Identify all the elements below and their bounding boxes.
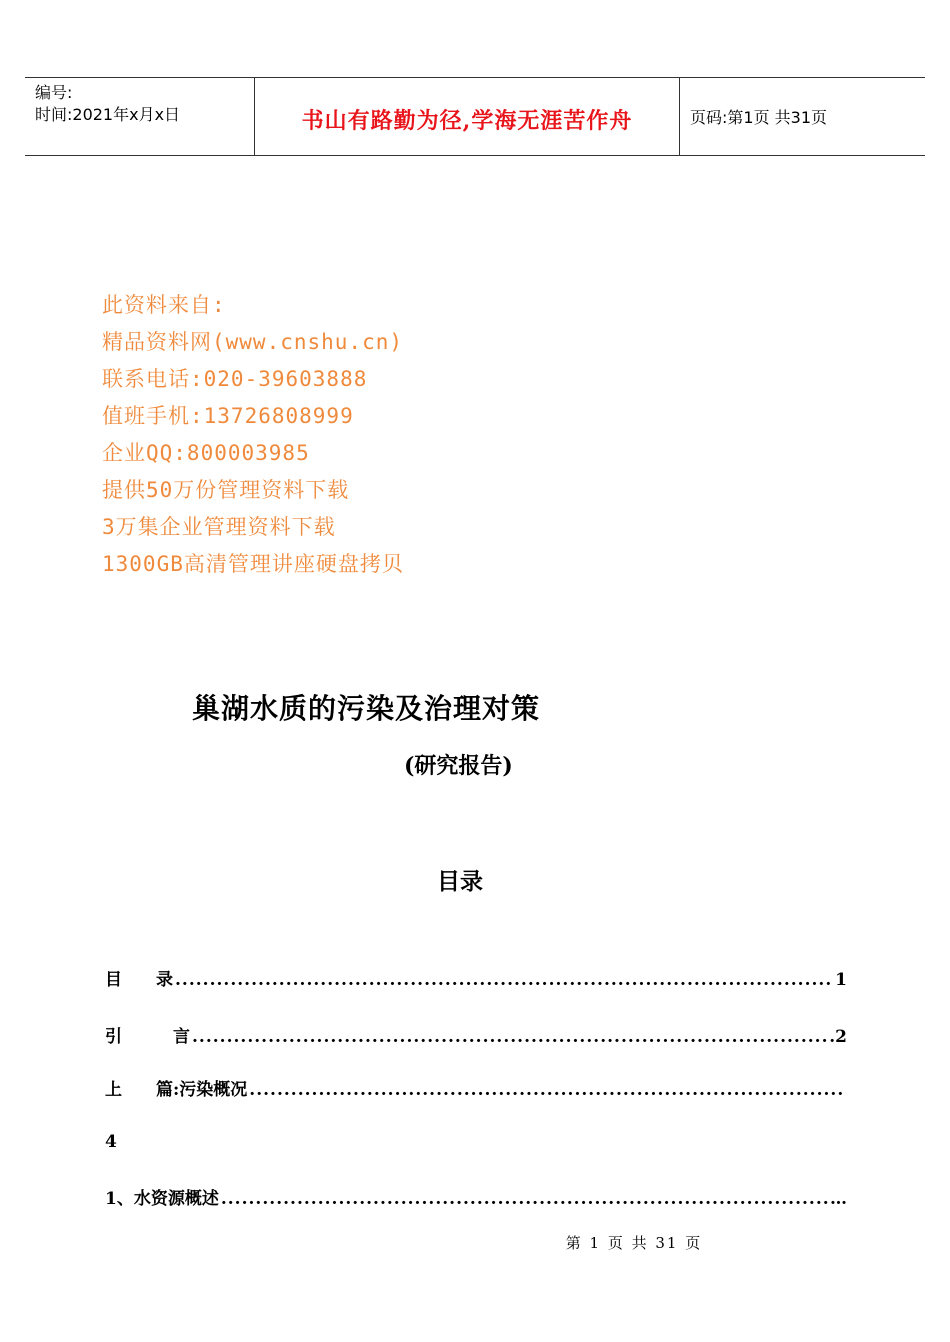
page-info: 页码:第1页 共31页: [690, 108, 828, 127]
info-block: [102, 287, 582, 583]
toc-heading: 目录: [437, 868, 483, 895]
time-label: 时间:2021年x月x日: [35, 105, 181, 124]
toc-entry-label: 上 篇:污染概况: [105, 1080, 248, 1100]
info-line: 1300GB高清管理讲座硬盘拷贝: [102, 552, 404, 576]
motto: 书山有路勤为径,学海无涯苦作舟: [301, 108, 633, 134]
info-line: 精品资料网(www.cnshu.cn): [102, 330, 404, 354]
info-line: 3万集企业管理资料下载: [102, 515, 336, 539]
page-footer: 第 1 页 共 31 页: [565, 1234, 703, 1252]
info-line: 值班手机:13726808999: [102, 404, 354, 428]
toc-entry-page: .2: [829, 1027, 847, 1047]
toc-leader: [221, 1189, 828, 1209]
number-label: 编号:: [35, 83, 73, 102]
toc-entry-label: 引 言: [105, 1027, 190, 1047]
toc-entry: [105, 965, 847, 990]
toc-entry-label: 1、水资源概述: [105, 1189, 219, 1209]
toc-continuation: 4: [105, 1132, 117, 1152]
toc-entry: [105, 1022, 847, 1047]
info-line: 提供50万份管理资料下载: [102, 478, 350, 502]
toc-leader: [249, 1080, 845, 1100]
toc-entry-page: 1: [835, 970, 847, 990]
info-line: 联系电话:020-39603888: [102, 367, 368, 391]
info-line: 企业QQ:800003985: [102, 441, 310, 465]
toc-entry: [105, 1184, 847, 1209]
toc-entry: [105, 1075, 847, 1100]
header-meta: [25, 78, 254, 155]
document-subtitle: (研究报告): [404, 753, 513, 779]
toc-entry-label: 目 录: [105, 970, 173, 990]
page-header: [25, 77, 925, 156]
document-title: 巢湖水质的污染及治理对策: [192, 692, 541, 725]
toc-leader: [175, 970, 833, 990]
toc-entry-page: …: [830, 1189, 847, 1209]
info-line: 此资料来自:: [102, 293, 226, 317]
toc-leader: [192, 1027, 827, 1047]
header-motto-cell: [254, 78, 680, 155]
